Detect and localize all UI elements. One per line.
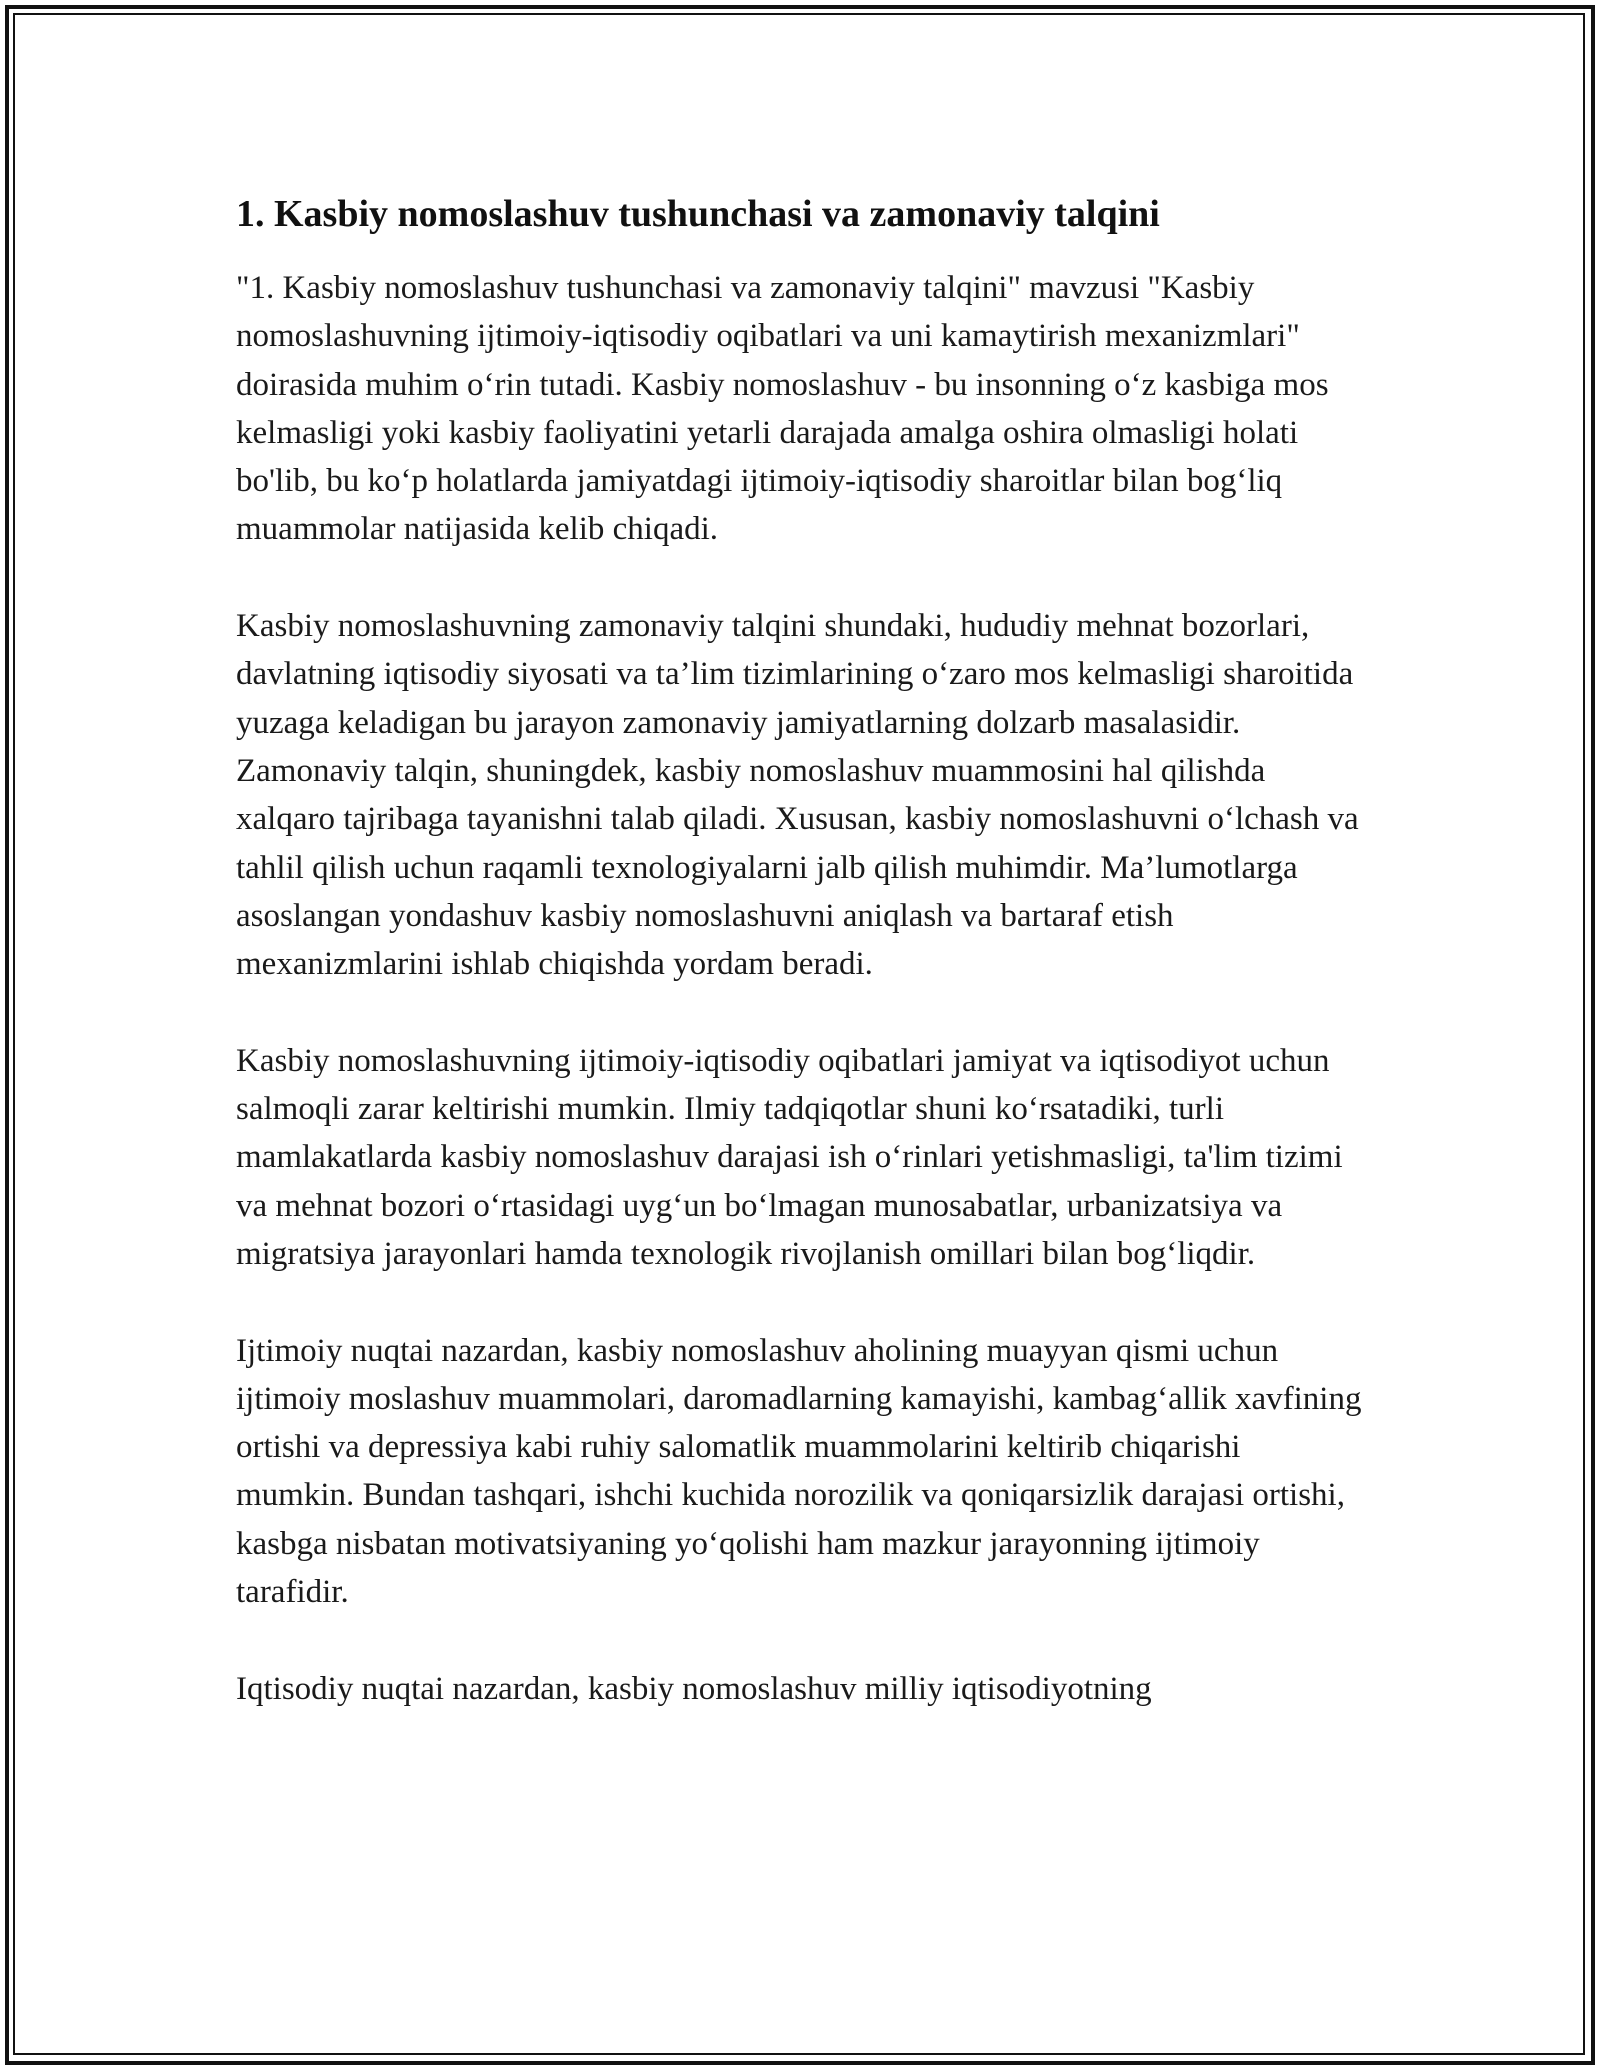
section-heading: 1. Kasbiy nomoslashuv tushunchasi va zamonaviy talqini	[236, 193, 1160, 235]
paragraph-5: Iqtisodiy nuqtai nazardan, kasbiy nomoslashuv milliy iqtisodiyotning	[236, 1670, 1152, 1707]
paragraph-3: Kasbiy nomoslashuvning ijtimoiy-iqtisodiy oqibatlari jamiyat va iqtisodiyot uchun salmoqli zarar keltirishi mumkin. Ilmiy tadqiqotlar shuni ko‘rsatadiki, turli mamlakatlarda kasbiy nomoslashuv darajasi ish o‘rinlari yetishmasligi, ta'lim tizimi va mehnat bozori o‘rtasidagi uyg‘un bo‘lmagan munosabatlar, urbanizatsiya va migratsiya jarayonlari hamda texnologik rivojlanish omillari bilan bog‘liqdir.	[236, 1042, 1343, 1272]
paragraph-1: "1. Kasbiy nomoslashuv tushunchasi va zamonaviy talqini" mavzusi "Kasbiy nomoslashuvning ijtimoiy-iqtisodiy oqibatlari va uni kamaytirish mexanizmlari" doirasida muhim o‘rin tutadi. Kasbiy nomoslashuv - bu insonning o‘z kasbiga mos kelmasligi yoki kasbiy faoliyatini yetarli darajada amalga oshira olmasligi holati bo'lib, bu ko‘p holatlarda jamiyatdagi ijtimoiy-iqtisodiy sharoitlar bilan bog‘liq muammolar natijasida kelib chiqadi.	[236, 270, 1329, 548]
paragraph-4: Ijtimoiy nuqtai nazardan, kasbiy nomoslashuv aholining muayyan qismi uchun ijtimoiy moslashuv muammolari, daromadlarning kamayishi, kambag‘allik xavfining ortishi va depressiya kabi ruhiy salomatlik muammolarini keltirib chiqarishi mumkin. Bundan tashqari, ishchi kuchida norozilik va qoniqarsizlik darajasi ortishi, kasbga nisbatan motivatsiyaning yo‘qolishi ham mazkur jarayonning ijtimoiy tarafidir.	[236, 1332, 1362, 1611]
paragraph-2: Kasbiy nomoslashuvning zamonaviy talqini shundaki, hududiy mehnat bozorlari, davlatning iqtisodiy siyosati va ta’lim tizimlarining o‘zaro mos kelmasligi sharoitida yuzaga keladigan bu jarayon zamonaviy jamiyatlarning dolzarb masalasidir. Zamonaviy talqin, shuningdek, kasbiy nomoslashuv muammosini hal qilishda xalqaro tajribaga tayanishni talab qiladi. Xususan, kasbiy nomoslashuvni o‘lchash va tahlil qilish uchun raqamli texnologiyalarni jalb qilish muhimdir. Ma’lumotlarga asoslangan yondashuv kasbiy nomoslashuvni aniqlash va bartaraf etish mexanizmlarini ishlab chiqishda yordam beradi.	[236, 608, 1359, 983]
document-body	[236, 190, 1366, 1761]
